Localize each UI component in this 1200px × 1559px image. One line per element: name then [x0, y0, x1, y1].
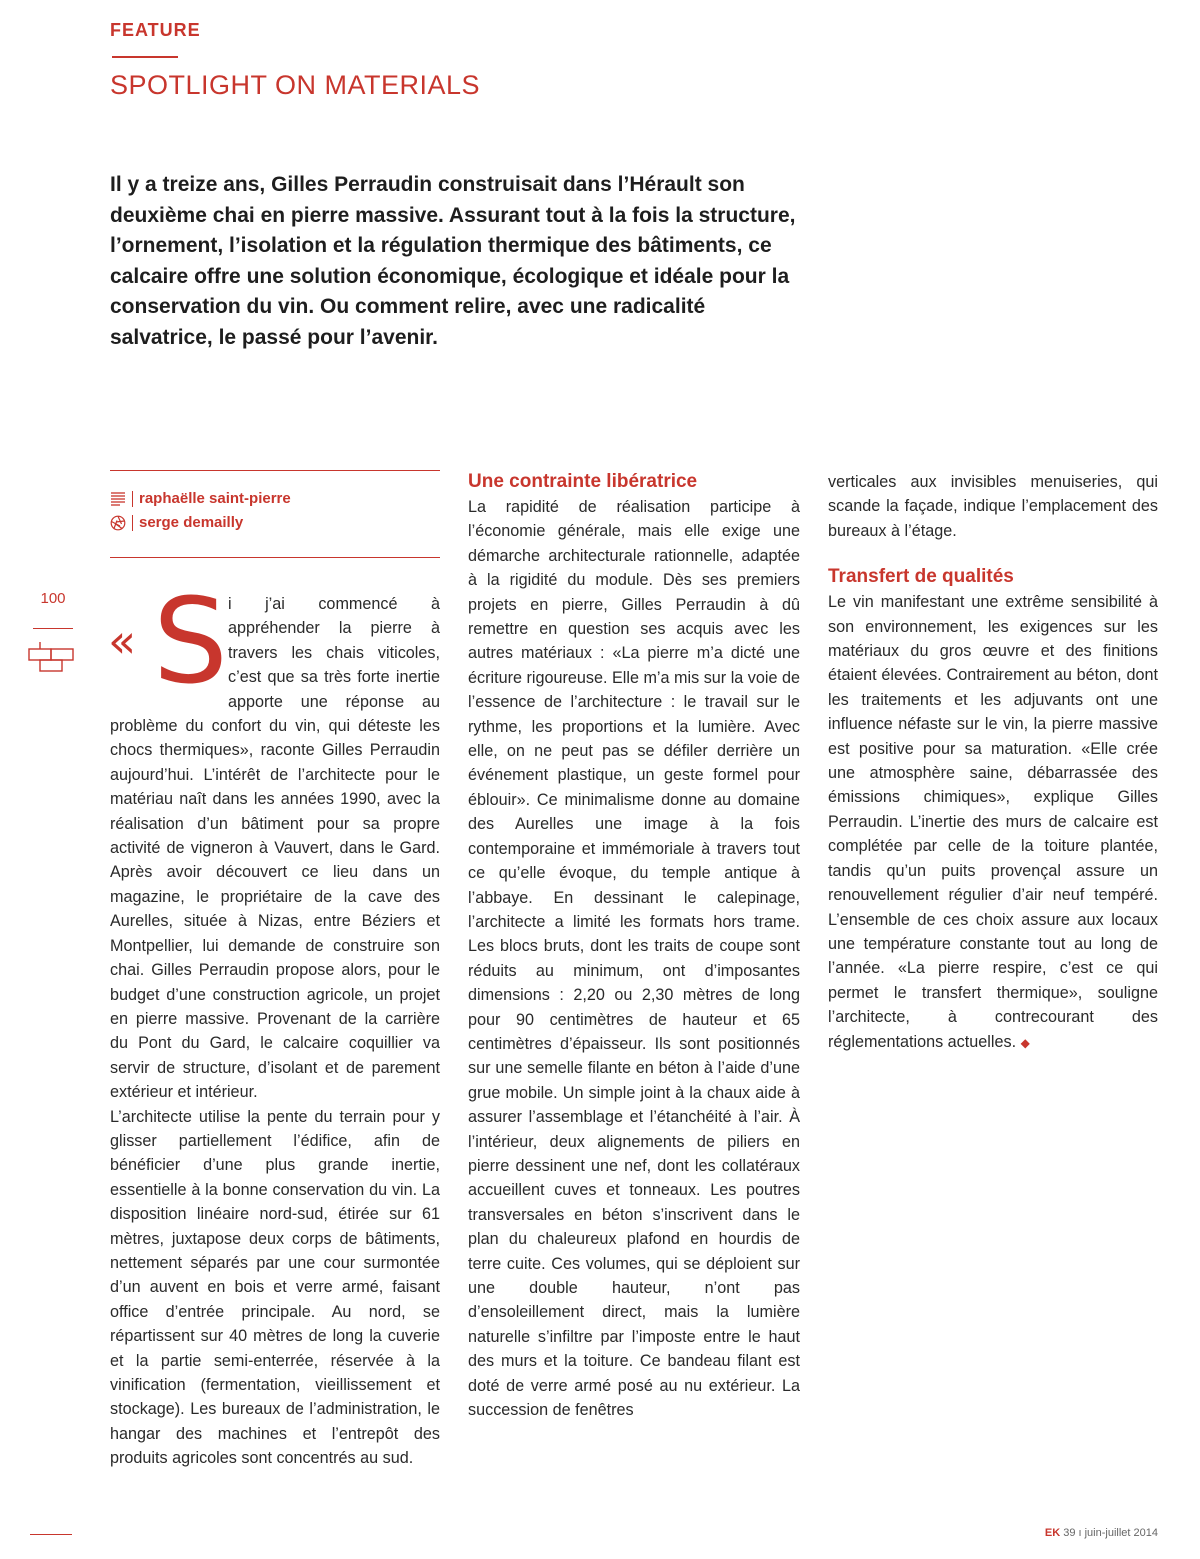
- issue-info: 39 ı juin-juillet 2014: [1063, 1527, 1158, 1539]
- photographer-name: serge demailly: [139, 514, 244, 531]
- kicker-divider: [112, 56, 178, 58]
- byline-separator: [132, 491, 133, 507]
- folio-divider: [33, 628, 73, 629]
- footer-divider: [30, 1534, 72, 1535]
- magazine-block-icon: [28, 642, 78, 685]
- end-of-article-mark: ◆: [1020, 1035, 1030, 1050]
- article-column-1: [108, 572, 440, 1471]
- byline-divider-bottom: [110, 557, 440, 558]
- body-paragraph: i j’ai commencé à appréhender la pierre à travers les chais viticoles, c’est que sa très forte inertie apporte une réponse au problème du confort du vin, qui déteste les chocs thermiques», raconte Gilles Perraudin aujourd’hui. L’intérêt de l’architecte pour le matériau naît dans les années 1990, avec la réalisation d’un bâtiment pour sa propre activité de vigneron à Vauvert, dans le Gard. Après avoir découvert ce lieu dans un magazine, le propriétaire de la cave des Aurelles, située à Nizas, entre Béziers et Montpellier, lui demande de construire son chai. Gilles Perraudin propose alors, pour le budget d’une construction agricole, un projet en pierre massive. Provenant de la carrière du Pont du Gard, le calcaire coquillier va servir de structure, d’isolant et de parement extérieur et intérieur.: [110, 595, 440, 1102]
- byline-divider-top: [110, 470, 440, 471]
- body-text: Le vin manifestant une extrême sensibilité à son environnement, les exigences sur les matériaux du gros œuvre et des finitions étaient élevées. Contrairement au béton, dont les traitements et les adjuvants ont une influence néfaste sur le vin, la pierre massive est positive pour sa maturation. «Elle crée une atmosphère saine, débarrassée des émissions chimiques», explique Gilles Perraudin. L’inertie des murs de calcaire est complétée par celle de la toiture plantée, tandis qu’un puits provençal assure un renouvellement régulier d’air neuf tempéré. L’ensemble de ces choix assure aux locaux une température constante tout au long de l’année. «La pierre respire, c’est ce qui permet le transfert thermique», souligne l’architecte, à contrecourant des réglementations actuelles.: [828, 593, 1158, 1051]
- magazine-logo: EK: [1044, 1527, 1061, 1539]
- byline-separator: [132, 515, 133, 531]
- byline-author: [110, 490, 291, 507]
- article-column-3: [828, 470, 1158, 1055]
- body-paragraph: L’architecte utilise la pente du terrain pour y glisser partiellement l’édifice, afin de bénéficier d’une plus grande inertie, essentielle à la bonne conservation du vin. La disposition linéaire nord-sud, étirée sur 61 mètres, juxtapose deux corps de bâtiments, nettement séparés par une cour surmontée d’un auvent en bois et verre armé, faisant office d’entrée principale. Au nord, se répartissent sur 40 mètres de long la cuverie et la partie semi-enterrée, réservée à la vinification (fermentation, vieillissement et stockage). Les bureaux de l’administration, le hangar des machines et l’entrepôt des produits agricoles sont concentrés au sud.: [110, 1107, 440, 1468]
- rubric-title: SPOTLIGHT ON MATERIALS: [110, 70, 481, 100]
- dropcap: [108, 572, 228, 710]
- page-number: 100: [40, 590, 66, 607]
- article-column-2: [468, 470, 800, 1422]
- body-paragraph: La rapidité de réalisation participe à l’économie générale, mais elle exige une démarche architecturale rationnelle, adaptée à la rigidité du module. Dès ses premiers projets en pierre, Gilles Perraudin à dû remettre en question ses acquis avec les autres matériaux : «La pierre m’a dicté une écriture rigoureuse. Elle m’a mis sur la voie de l’essence de l’architecture : le travail sur le rythme, les proportions et la lumière. Avec elle, on ne peut pas se défiler derrière un événement plastique, un geste formel pour éblouir». Ce minimalisme donne au domaine des Aurelles une image à la fois contemporaine et immémoriale à travers tout ce qu’elle évoque, du temple antique à l’abbaye. En dessinant le calepinage, l’architecte a limité les formats hors trame. Les blocs bruts, dont les traits de coupe sont réduits au minimum, ont d’imposantes dimensions : 2,20 ou 2,30 mètres de long pour 90 centimètres de hauteur et 65 centimètres d’épaisseur. Ils sont positionnés sur une semelle filante en béton à l’aide d’une grue mobile. Un simple joint à la chaux aide à assurer l’assemblage et l’étanchéité à l’air. À l’intérieur, deux alignements de piliers en pierre dessinent une nef, dont les collatéraux accueillent cuves et tonneaux. Les poutres transversales en béton s’inscrivent dans le plan du chaleureux plafond en hourdis de terre cuite. Ces volumes, qui se déploient sur une double hauteur, n’ont pas d’ensoleillement direct, mais la lumière naturelle s’infiltre par l’imposte entre le haut des murs et la toiture. Ce bandeau filant est doté de verre armé posé au nu extérieur. La succession de fenêtres: [468, 498, 800, 1420]
- dropcap-guillemet: «: [108, 614, 137, 668]
- body-paragraph: [828, 590, 1158, 1055]
- subheading: Transfert de qualités: [828, 566, 1014, 588]
- body-paragraph: verticales aux invisibles menuiseries, qui scande la façade, indique l’emplacement des bureaux à l’étage.: [828, 473, 1158, 540]
- aperture-icon: [110, 515, 126, 531]
- byline-photographer: [110, 514, 243, 531]
- text-lines-icon: [110, 491, 126, 507]
- page-footer: [1000, 1527, 1158, 1539]
- article-lede: Il y a treize ans, Gilles Perraudin construisait dans l’Hérault son deuxième chai en pierre massive. Assurant tout à la fois la structure, l’ornement, l’isolation et la régulation thermique des bâtiments, ce calcaire offre une solution économique, écologique et idéale pour la conservation du vin. Ou comment relire, avec une radicalité salvatrice, le passé pour l’avenir.: [110, 173, 796, 349]
- section-kicker: FEATURE: [110, 20, 201, 40]
- dropcap-letter: S: [153, 572, 228, 710]
- author-name: raphaëlle saint-pierre: [139, 490, 291, 507]
- subheading: Une contrainte libératrice: [468, 471, 698, 492]
